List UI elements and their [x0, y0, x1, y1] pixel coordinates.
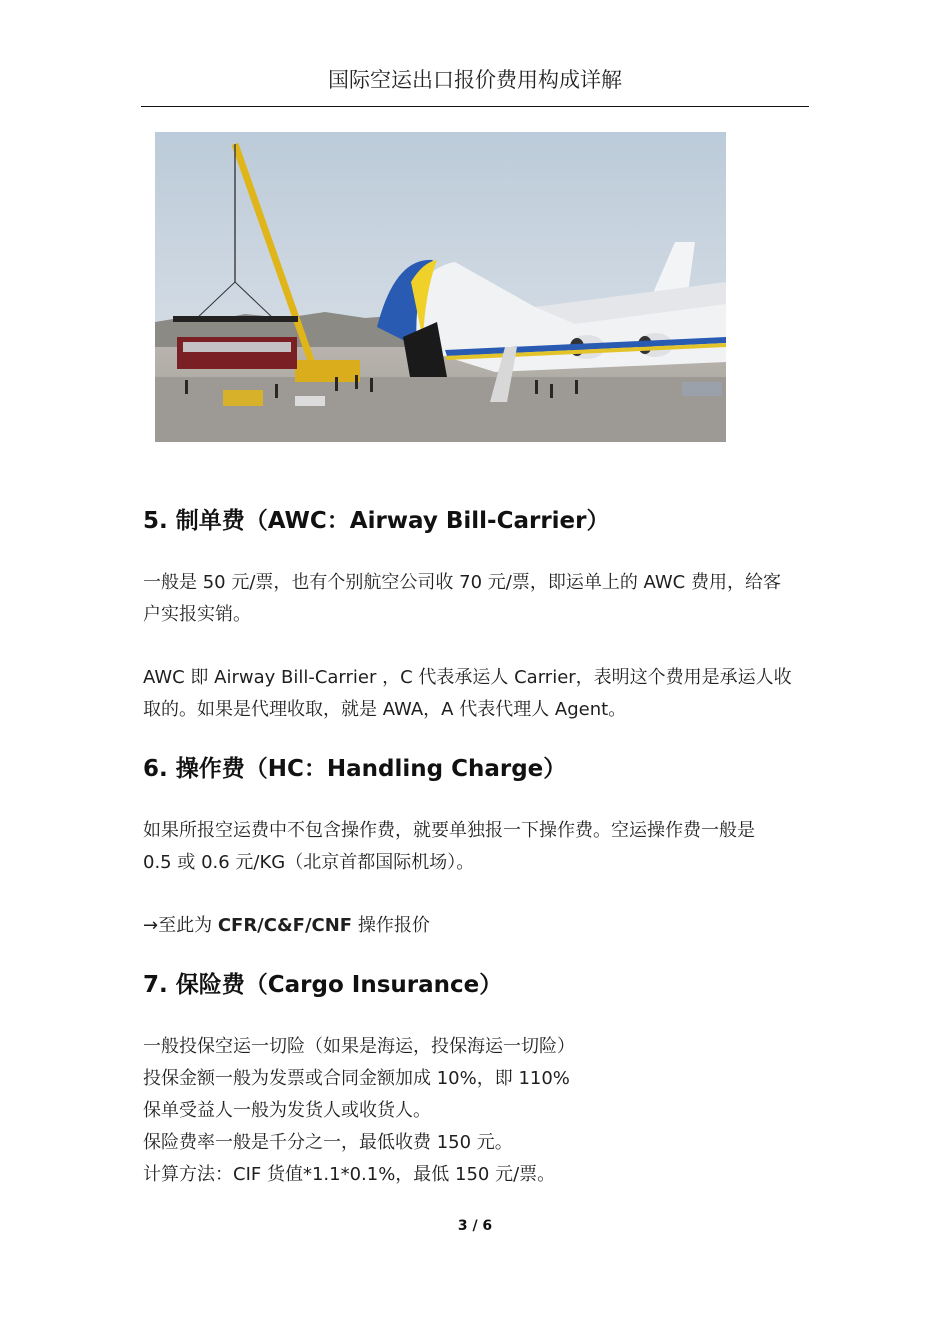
note-prefix: →至此为	[143, 915, 218, 936]
text-line: 如果所报空运费中不包含操作费，就要单独报一下操作费。空运操作费一般是	[143, 820, 755, 841]
text-line: 0.5 或 0.6 元/KG（北京首都国际机场）。	[143, 852, 475, 873]
section-heading-handling-charge: 6. 操作费（HC：Handling Charge）	[143, 756, 567, 782]
text-line: 保险费率一般是千分之一，最低收费 150 元。	[143, 1132, 513, 1153]
section-heading-awc: 5. 制单费（AWC：Airway Bill-Carrier）	[143, 508, 610, 534]
text-line: 保单受益人一般为发货人或收货人。	[143, 1100, 431, 1121]
text-line: 户实报实销。	[143, 604, 251, 625]
text-line: 一般是 50 元/票，也有个别航空公司收 70 元/票，即运单上的 AWC 费用，给客	[143, 572, 781, 593]
text-line: 计算方法：CIF 货值*1.1*0.1%，最低 150 元/票。	[143, 1164, 556, 1185]
text-line: 取的。如果是代理收取，就是 AWA，A 代表代理人 Agent。	[143, 699, 627, 720]
note-suffix: 操作报价	[352, 915, 430, 936]
paragraph-insurance	[143, 1031, 823, 1191]
header-divider	[141, 106, 809, 107]
text-line: AWC 即 Airway Bill-Carrier ，C 代表承运人 Carrier，表明这个费用是承运人收	[143, 667, 792, 688]
paragraph-awc-fee	[143, 567, 823, 631]
paragraph-handling-charge	[143, 815, 823, 879]
page-header-title: 国际空运出口报价费用构成详解	[328, 68, 622, 92]
section-heading-insurance: 7. 保险费（Cargo Insurance）	[143, 972, 503, 998]
cargo-plane-photo	[155, 132, 726, 442]
text-line: 投保金额一般为发票或合同金额加成 10%，即 110%	[143, 1068, 570, 1089]
paragraph-awc-definition	[143, 662, 823, 726]
page-number: 3 / 6	[457, 1218, 493, 1234]
cfr-note	[143, 910, 823, 942]
note-terms: CFR/C&F/CNF	[217, 915, 353, 936]
text-line: 一般投保空运一切险（如果是海运，投保海运一切险）	[143, 1036, 575, 1057]
